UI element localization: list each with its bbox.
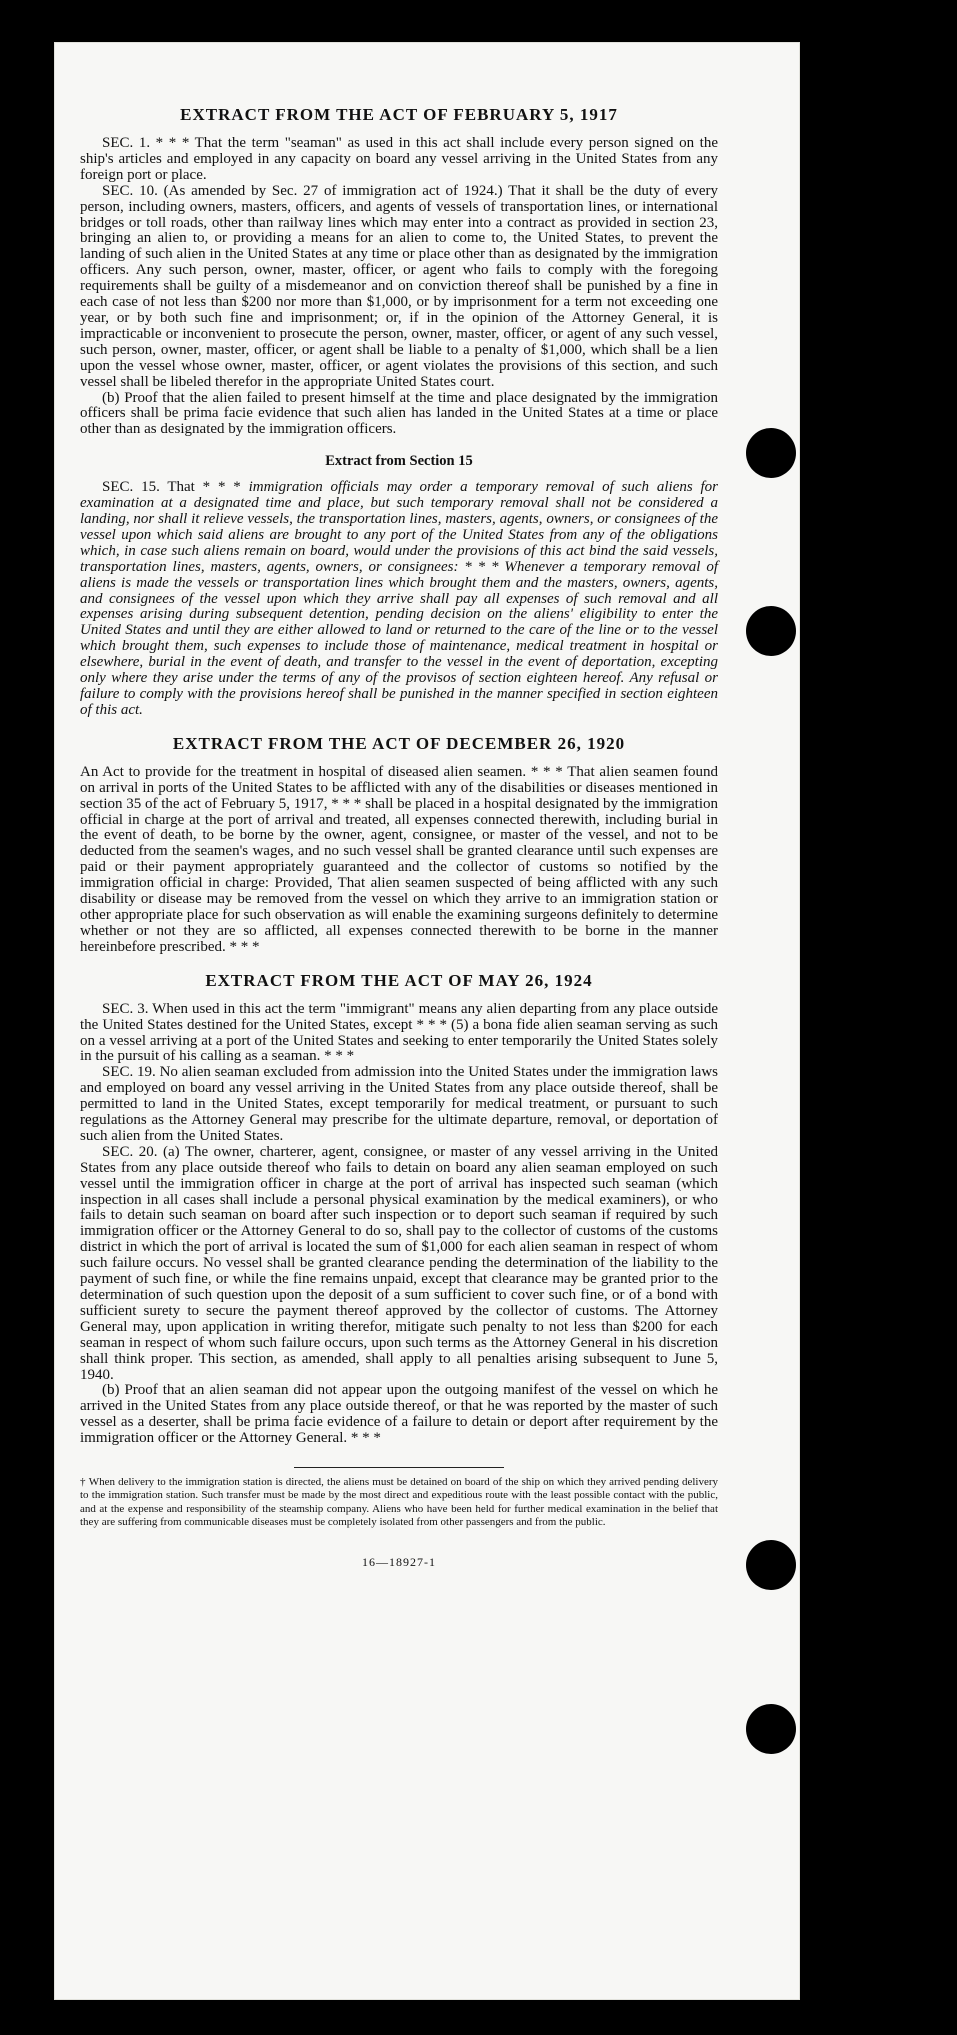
paragraph: An Act to provide for the treatment in hospital of diseased alien seamen. * * * That alien seamen found on arrival in ports of the United States to be afflicted with any of the disabilities or diseases mentioned in section 35 of the act of February 5, 1917, * * * shall be placed in a hospital designated by the immigration official in charge at the port of arrival and treated, all expenses connected therewith, including burial in the event of death, to be borne by the owner, agent, consignee, or master of the vessel, and not to be deducted from the seamen's wages, and no such vessel shall be granted clearance until such expenses are paid or their payment appropriately guaranteed and the collector of customs so notified by the immigration official in charge: Provided, That alien seamen suspected of being afflicted with any such disability or disease may be removed from the vessel on which they arrive to an immigration station or other appropriate place for such observation as will enable the examining surgeons definitely to determine whether or not they are so afflicted, all expenses connected therewith to be borne in the manner hereinbefore prescribed. * * *: [80, 763, 718, 955]
footnote: † When delivery to the immigration station is directed, the aliens must be detained on board of the ship on which they arrived pending delivery to the immigration station. Such transfer must be made by the most direct and expeditious route with the least possible contact with the public, and at the expense and responsibility of the steamship company. Aliens who have been held for further medical examination in the belief that they are suffering from communicable diseases must be completely isolated from other passengers and from the public.: [80, 1476, 718, 1528]
paragraph-lead: SEC. 15. That * * *: [102, 479, 241, 496]
document-body: [80, 104, 718, 1570]
footnote-divider: [294, 1467, 504, 1468]
section-heading: Extract from Section 15: [325, 453, 473, 470]
punch-hole: [746, 1704, 796, 1754]
paragraph: (b) Proof that the alien failed to present himself at the time and place designated by the immigration officers shall be prima facie evidence that such alien has landed in the United States at a time or place other than as designated by the immigration officers.: [80, 389, 718, 438]
paragraph-italic-text: immigration officials may order a temporary removal of such aliens for examination at a designated time and place, but such temporary removal shall not be considered a landing, nor shall it relieve vessels, the transportation lines, masters, agents, owners, or consignees of the vessel upon which said aliens are brought to any port of the United States from any of the obligations which, in case such aliens remain on board, would under the provisions of this act bind the said vessels, transportation lines, masters, agents, owners, or consignees: * * * Whenever a temporary removal of aliens is made the vessels or transportation lines which brought them and the masters, owners, agents, and consignees of the vessel upon which they arrive shall pay all expenses of such removal and all expenses arising during subsequent detention, pending decision on the aliens' eligibility to enter the United States and until they are either allowed to land or returned to the care of the line or to the vessel which brought them, such expenses to include those of maintenance, medical treatment in hospital or elsewhere, burial in the event of death, and transfer to the vessel in the event of deportation, excepting only where they arise under the terms of any of the provisos of section eighteen hereof. Any refusal or failure to comply with the provisions hereof shall be punished in the manner specified in section eighteen of this act.: [80, 479, 718, 718]
section-act-1924: [80, 970, 718, 1447]
paragraph: [80, 480, 718, 719]
paragraph: SEC. 10. (As amended by Sec. 27 of immigration act of 1924.) That it shall be the duty of every person, including owners, masters, officers, and agents of vessels of transportation lines, or international bridges or toll roads, other than railway lines which may enter into a contract as provided in section 23, bringing an alien to, or providing a means for an alien to come to, the United States, to prevent the landing of such alien in the United States at any time or place other than as designated by the immigration officers. Any such person, owner, master, officer, or agent who fails to comply with the foregoing requirements shall be guilty of a misdemeanor and on conviction thereof shall be punished by a fine in each case of not less than $200 nor more than $1,000, or by imprisonment for a term not exceeding one year, or by both such fine and imprisonment; or, if in the opinion of the Attorney General, it is impracticable or inconvenient to prosecute the person, owner, master, officer, or agent of any such vessel, such person, owner, master, officer, or agent shall be liable to a penalty of $1,000, which shall be a lien upon the vessel whose owner, master, officer, or agent violates the provisions of this section, and such vessel shall be libeled therefor in the appropriate United States court.: [80, 182, 718, 390]
paragraph: SEC. 1. * * * That the term "seaman" as used in this act shall include every person signed on the ship's articles and employed in any capacity on board any vessel arriving in the United States from any foreign port or place.: [80, 135, 718, 183]
punch-hole: [746, 606, 796, 656]
section-act-1917: [80, 104, 718, 438]
paragraph: (b) Proof that an alien seaman did not appear upon the outgoing manifest of the vessel on which he arrived in the United States from any place outside thereof, or that he was reported by the master of such vessel as a deserter, shall be prima facie evidence of a failure to detain or deport after requirement by the immigration officer or the Attorney General. * * *: [80, 1382, 718, 1447]
section-heading: EXTRACT FROM THE ACT OF DECEMBER 26, 1920: [172, 733, 626, 753]
punch-hole: [746, 428, 796, 478]
section-act-1920: [80, 733, 718, 956]
section-heading: EXTRACT FROM THE ACT OF FEBRUARY 5, 1917: [180, 105, 618, 124]
punch-hole: [746, 1540, 796, 1590]
paragraph: SEC. 20. (a) The owner, charterer, agent, consignee, or master of any vessel arriving in the United States from any place outside thereof who fails to detain on board any alien seaman employed on such vessel until the immigration officer in charge at the port of arrival has inspected such seaman (which inspection in all cases shall include a personal physical examination by the medical examiners), or who fails to detain such seaman on board after such inspection or to deport such seaman if required by such immigration officer or the Attorney General to do so, shall pay to the collector of customs of the customs district in which the port of arrival is located the sum of $1,000 for each alien seaman in respect of whom such failure occurs. No vessel shall be granted clearance pending the determination of the liability to the payment of such fine, or while the fine remains unpaid, except that clearance may be granted prior to the determination of such question upon the deposit of a sum sufficient to cover such fine, or of a bond with sufficient surety to secure the payment thereof approved by the collector of customs. The Attorney General may, upon application in writing therefor, mitigate such penalty to not less than $200 for each seaman in respect of whom such failure occurs, upon such terms as the Attorney General in his discretion shall think proper. This section, as amended, shall apply to all penalties arising subsequent to June 5, 1940.: [80, 1143, 718, 1383]
section-extract-15: [80, 452, 718, 719]
paragraph: SEC. 19. No alien seaman excluded from admission into the United States under the immigration laws and employed on board any vessel arriving in the United States from any place outside thereof, shall be permitted to land in the United States, except temporarily for medical treatment, or pursuant to such regulations as the Attorney General may prescribe for the ultimate departure, removal, or deportation of such alien from the United States.: [80, 1064, 718, 1144]
page-code: 16—18927-1: [362, 1555, 436, 1570]
paragraph: SEC. 3. When used in this act the term "immigrant" means any alien departing from any place outside the United States destined for the United States, except * * * (5) a bona fide alien seaman serving as such on a vessel arriving at a port of the United States and seeking to enter temporarily the United States solely in the pursuit of his calling as a seaman. * * *: [80, 1000, 718, 1065]
section-heading: EXTRACT FROM THE ACT OF MAY 26, 1924: [205, 970, 593, 990]
